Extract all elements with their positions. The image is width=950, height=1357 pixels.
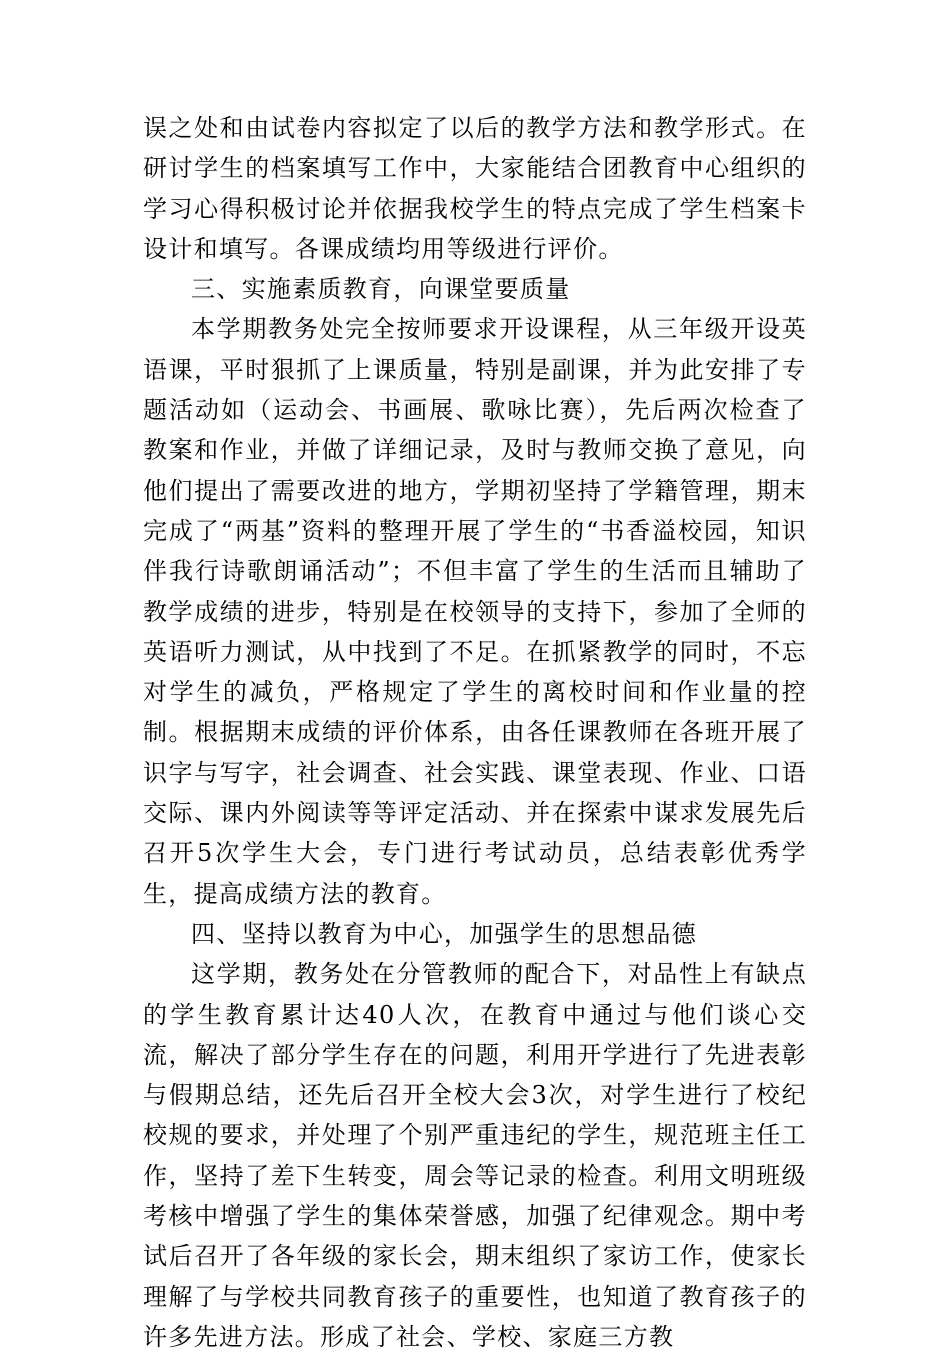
- paragraph-section-4: 这学期，教务处在分管教师的配合下，对品性上有缺点的学生教育累计达40人次，在教育中通过与他们谈心交流，解决了部分学生存在的问题，利用开学进行了先进表彰与假期总结，还先后召开全校大会3次，对学生进行了校纪校规的要求，并处理了个别严重违纪的学生，规范班主任工作，坚持了差下生转变，周会等记录的检查。利用文明班级考核中增强了学生的集体荣誉感，加强了纪律观念。期中考试后召开了各年级的家长会，期末组织了家访工作，使家长理解了与学校共同教育孩子的重要性，也知道了教育孩子的许多先进方法。形成了社会、学校、家庭三方教: [143, 960, 807, 1351]
- document-body: [143, 108, 807, 1357]
- section-heading-3: 三、实施素质教育，向课堂要质量: [191, 275, 571, 304]
- paragraph-section-3: 本学期教务处完全按师要求开设课程，从三年级开设英语课，平时狠抓了上课质量，特别是副课，并为此安排了专题活动如（运动会、书画展、歌咏比赛），先后两次检查了教案和作业，并做了详细记录，及时与教师交换了意见，向他们提出了需要改进的地方，学期初坚持了学籍管理，期末完成了“两基”资料的整理开展了学生的“书香溢校园，知识伴我行诗歌朗诵活动”；不但丰富了学生的生活而且辅助了教学成绩的进步，特别是在校领导的支持下，参加了全师的英语听力测试，从中找到了不足。在抓紧教学的同时，不忘对学生的减负，严格规定了学生的离校时间和作业量的控制。根据期末成绩的评价体系，由各任课教师在各班开展了识字与写字，社会调查、社会实践、课堂表现、作业、口语交际、课内外阅读等等评定活动、并在探索中谋求发展先后召开5次学生大会，专门进行考试动员，总结表彰优秀学生，提高成绩方法的教育。: [143, 315, 807, 908]
- section-heading-4: 四、坚持以教育为中心，加强学生的思想品德: [191, 919, 697, 948]
- paragraph-continuation: 误之处和由试卷内容拟定了以后的教学方法和教学形式。在研讨学生的档案填写工作中，大家能结合团教育中心组织的学习心得积极讨论并依据我校学生的特点完成了学生档案卡设计和填写。各课成绩均用等级进行评价。: [143, 114, 807, 263]
